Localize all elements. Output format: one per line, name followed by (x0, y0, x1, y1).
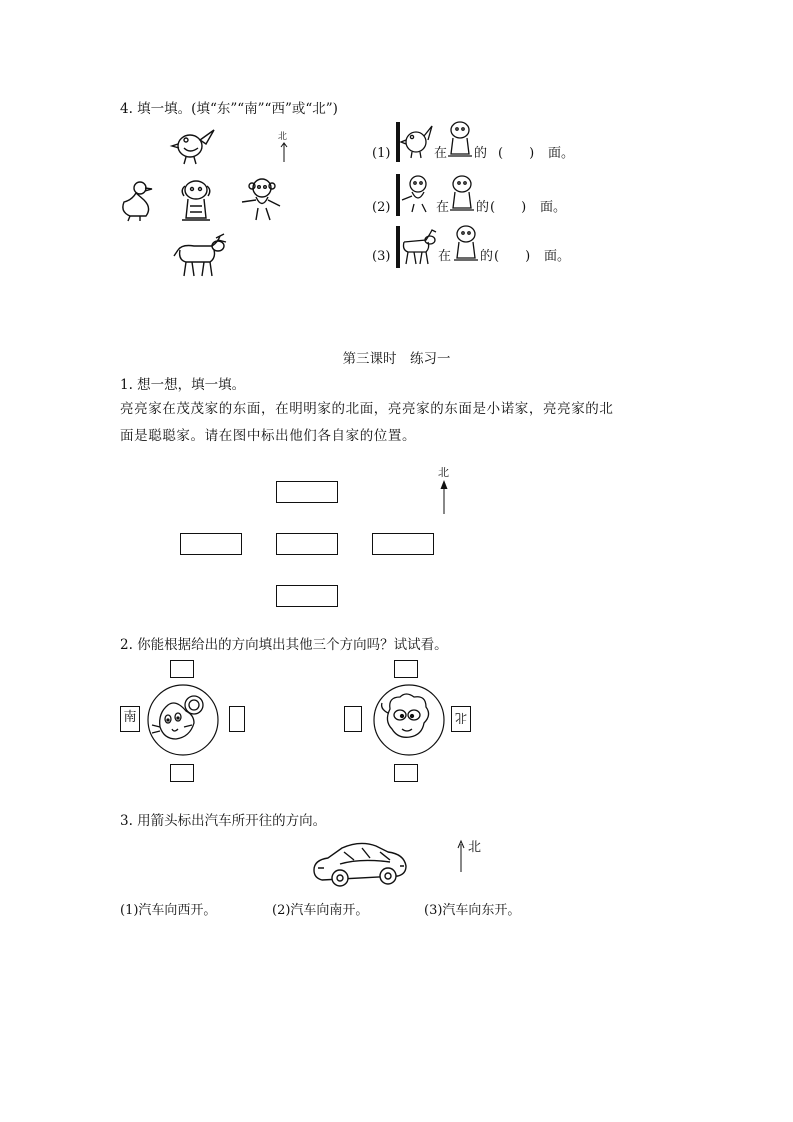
q4-item-1-num: (1) (372, 146, 391, 161)
q4-item-2-mian: 面。 (540, 200, 567, 215)
q4-item-1-zai: 在 (434, 146, 448, 161)
goat-icon (400, 226, 438, 266)
s2-heading: 2. 你能根据给出的方向填出其他三个方向吗？试试看。 (120, 637, 448, 653)
q4-item-2-de: 的 (476, 200, 490, 215)
lesson-title: 第三课时 练习一 (342, 351, 451, 367)
north-arrow-icon (438, 480, 450, 516)
s1-paragraph (120, 396, 680, 450)
q4-item-1-de: 的 (474, 146, 488, 161)
s3-option-3: (3)汽车向东开。 (424, 903, 521, 918)
s3-option-1: (1)汽车向西开。 (120, 903, 217, 918)
q4-item-2-answer[interactable]: ( ) (490, 200, 527, 215)
sheep-compass (372, 683, 446, 757)
house-box-center[interactable] (276, 533, 338, 555)
q4-item-1-answer[interactable]: ( ) (498, 146, 535, 161)
car-icon (310, 838, 410, 890)
north-mark: 北 (278, 132, 288, 142)
house-box-north[interactable] (276, 481, 338, 503)
left-south-box[interactable] (170, 764, 194, 782)
q4-item-3-num: (3) (372, 249, 391, 264)
q4-item-2-zai: 在 (436, 200, 450, 215)
mouse-compass (146, 683, 220, 757)
s1-north-label: 北 (438, 466, 449, 479)
house-box-west[interactable] (180, 533, 242, 555)
left-east-box[interactable] (229, 706, 245, 732)
monkey-icon (400, 174, 434, 214)
s3-heading: 3. 用箭头标出汽车所开往的方向。 (120, 813, 327, 829)
s1-heading: 1. 想一想，填一填。 (120, 377, 246, 393)
right-north-box[interactable] (394, 660, 418, 678)
bird-icon (400, 122, 434, 160)
dog-icon (178, 178, 214, 224)
right-south-box[interactable] (394, 764, 418, 782)
s1-line-1: 亮亮家在茂茂家的东面，在明明家的北面，亮亮家的东面是小诺家，亮亮家的北 (120, 401, 614, 417)
q4-item-3-zai: 在 (438, 249, 452, 264)
q4-item-3-mian: 面。 (544, 249, 571, 264)
house-box-east[interactable] (372, 533, 434, 555)
bird-icon (170, 126, 220, 168)
dog-icon (448, 174, 476, 214)
q4-item-3-de: 的 (480, 249, 494, 264)
dog-icon (446, 120, 474, 160)
north-arrow-icon (456, 840, 466, 874)
left-given-direction: 南 (120, 706, 140, 732)
duck-icon (118, 180, 154, 222)
s3-north-label: 北 (468, 840, 482, 855)
s1-line-2: 面是聪聪家。请在图中标出他们各自家的位置。 (120, 428, 417, 444)
monkey-icon (240, 176, 284, 222)
right-given-text: 北 (454, 711, 467, 725)
q4-heading: 4. 填一填。(填“东”“南”“西”或“北”) (120, 101, 338, 117)
q4-item-2-num: (2) (372, 200, 391, 215)
s3-option-2: (2)汽车向南开。 (272, 903, 369, 918)
right-west-box[interactable] (344, 706, 362, 732)
right-given-direction (451, 706, 471, 732)
left-north-box[interactable] (170, 660, 194, 678)
q4-item-3-answer[interactable]: ( ) (494, 249, 531, 264)
q4-item-1-mian: 面。 (548, 146, 575, 161)
dog-icon (452, 224, 480, 264)
goat-icon (172, 232, 228, 278)
house-box-south[interactable] (276, 585, 338, 607)
